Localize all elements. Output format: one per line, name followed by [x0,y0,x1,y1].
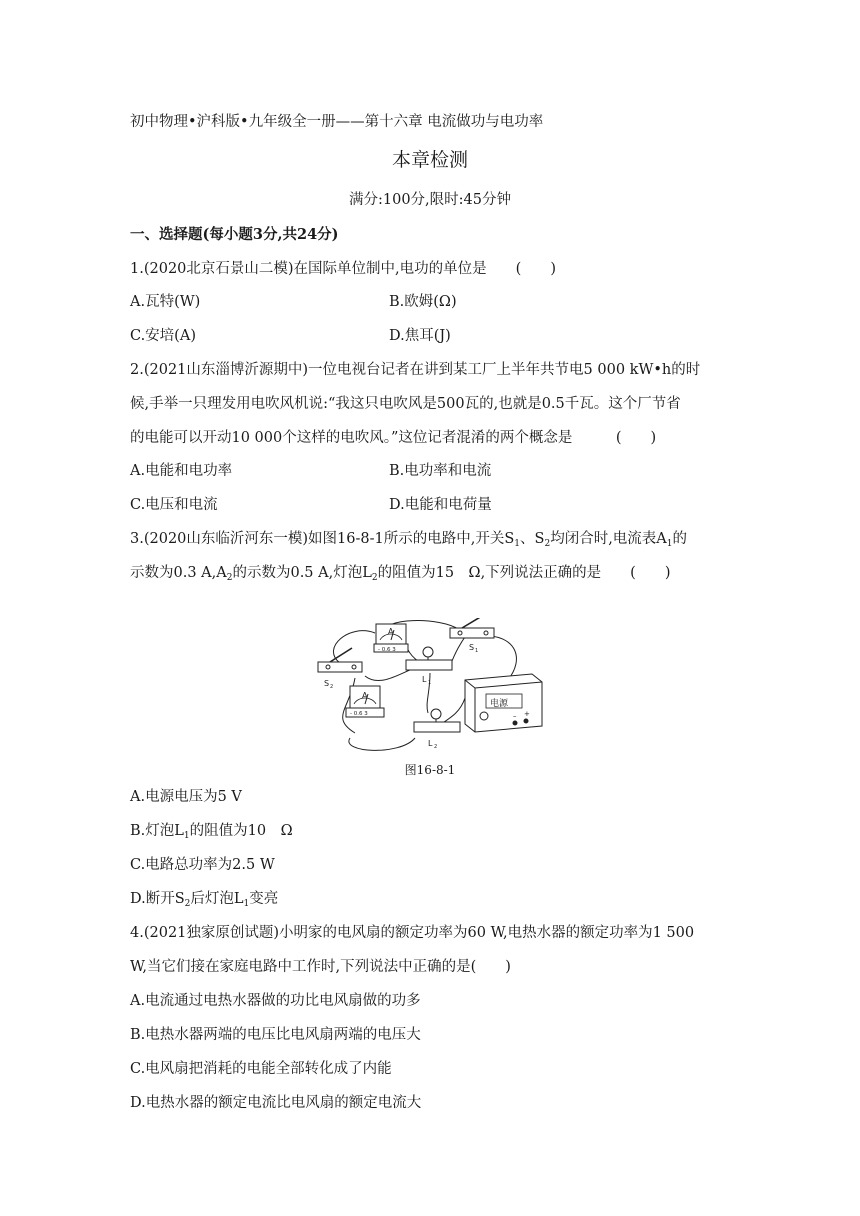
question-1-stem: 1.(2020北京石景山二模)在国际单位制中,电功的单位是 ( ) [130,261,556,277]
ammeter-2-icon [346,686,384,717]
question-2-option-a: A.电能和电功率 [130,463,233,479]
question-3-line-1: 3.(2020山东临沂河东一模)如图16-8-1所示的电路中,开关$S_1$、$S_2$均闭合时,电流表$A_1$的 [130,531,688,549]
ammeter-1-icon [374,624,408,653]
question-4-option-c: C.电风扇把消耗的电能全部转化成了内能 [130,1061,392,1077]
svg-text:+: + [524,710,530,718]
exam-meta: 满分:100分,限时:45分钟 [348,192,511,208]
question-1-option-d: D.焦耳(J) [389,328,451,344]
page-title: 本章检测 [391,149,468,171]
svg-text:2: 2 [434,744,438,750]
question-2-option-b: B.电功率和电流 [389,463,492,479]
question-4-option-a: A.电流通过电热水器做的功比电风扇做的功多 [130,993,421,1009]
svg-text:S: S [469,643,475,652]
question-3-option-c: C.电路总功率为2.5 W [130,857,275,873]
question-2-option-c: C.电压和电流 [130,497,218,513]
page-header: 初中物理•沪科版•九年级全一册——第十六章 电流做功与电功率 [130,114,544,130]
question-2-line-3: 的电能可以开动10 000个这样的电吹风。”这位记者混淆的两个概念是 ( ) [130,430,657,446]
svg-text:- 0.6 3: - 0.6 3 [350,711,368,717]
question-4-line-1: 4.(2021独家原创试题)小明家的电风扇的额定功率为60 W,电热水器的额定功率为1 500 [130,925,695,941]
svg-text:2: 2 [330,684,334,690]
svg-text:1: 1 [428,680,432,686]
svg-text:S: S [324,679,330,688]
question-3-option-b: B.灯泡$L_1$的阻值为10 Ω [130,823,293,841]
question-1-option-c: C.安培(A) [130,328,196,344]
figure-caption: 图16-8-1 [404,763,456,777]
svg-text:A: A [362,691,368,700]
switch-2-icon [318,648,362,690]
section-heading: 一、选择题(每小题3分,共24分) [130,226,339,243]
svg-text:L: L [428,739,433,748]
power-supply-icon [465,674,542,732]
question-3-option-a: A.电源电压为5 V [130,789,242,805]
circuit-diagram [310,618,550,756]
svg-text:L: L [422,675,427,684]
question-1-option-a: A.瓦特(W) [130,294,201,310]
question-2-line-1: 2.(2021山东淄博沂源期中)一位电视台记者在讲到某工厂上半年共节电5 000 kW•h的时 [130,362,701,378]
question-1-option-b: B.欧姆(Ω) [389,294,457,310]
question-4-option-d: D.电热水器的额定电流比电风扇的额定电流大 [130,1095,422,1111]
svg-text:A: A [388,627,394,636]
question-3-line-2: 示数为0.3 $A,A_2$的示数为0.5 A,灯泡$L_2$的阻值为15 Ω,下列说法正确的是 ( ) [130,565,671,583]
svg-text:1: 1 [475,648,479,654]
question-2-option-d: D.电能和电荷量 [389,497,492,513]
question-4-option-b: B.电热水器两端的电压比电风扇两端的电压大 [130,1027,421,1043]
question-2-line-2: 候,手举一只理发用电吹风机说:“我这只电吹风是500瓦的,也就是0.5千瓦。这个厂节省 [130,396,681,412]
question-4-line-2: W,当它们接在家庭电路中工作时,下列说法中正确的是( ) [130,959,511,975]
svg-text:–: – [513,712,517,720]
lamp-1-icon [406,647,452,686]
svg-text:- 0.6 3: - 0.6 3 [378,647,396,653]
svg-text:电源: 电源 [490,699,509,709]
switch-1-icon [450,618,494,654]
question-3-option-d: D.断开$S_2$后灯泡$L_1$变亮 [130,891,279,909]
